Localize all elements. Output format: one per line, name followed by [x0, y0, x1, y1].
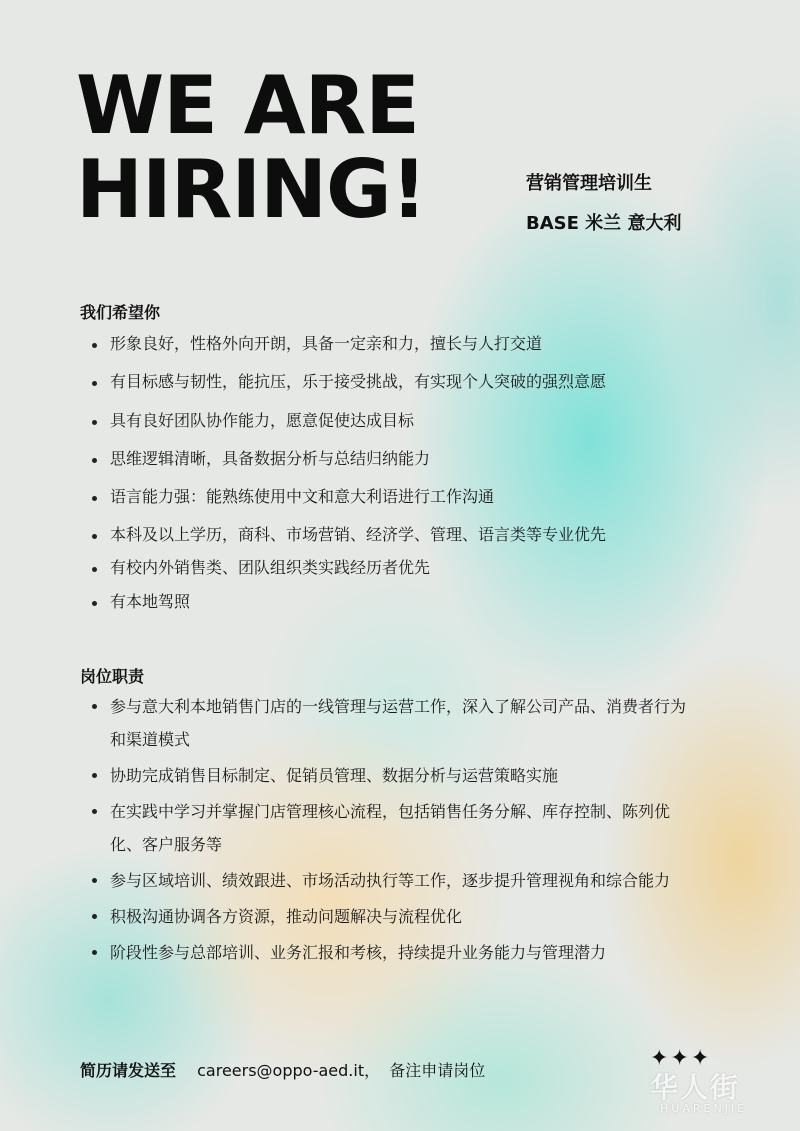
- list-item: 协助完成销售目标制定、促销员管理、数据分析与运营策略实施: [80, 759, 700, 792]
- list-item: 具有良好团队协作能力，愿意促使达成目标: [80, 406, 700, 436]
- requirements-list: [80, 329, 700, 626]
- headline-line-2: HIRING!: [76, 143, 427, 236]
- job-location: BASE 米兰 意大利: [526, 213, 682, 234]
- contact-label: 简历请发送至: [80, 1061, 177, 1080]
- job-info: [526, 164, 681, 244]
- list-item: 积极沟通协调各方资源，推动问题解决与流程优化: [80, 900, 700, 933]
- list-item: 参与区域培训、绩效跟进、市场活动执行等工作，逐步提升管理视角和综合能力: [80, 864, 700, 897]
- watermark-cn: 华人街: [650, 1071, 741, 1104]
- list-item: 在实践中学习并掌握门店管理核心流程，包括销售任务分解、库存控制、陈列优化、客户服务等: [80, 795, 700, 861]
- sparkle-stars-icon: ✦✦✦: [650, 1046, 712, 1071]
- list-item: 有本地驾照: [80, 587, 700, 617]
- contact-email[interactable]: careers@oppo-aed.it，: [197, 1061, 381, 1080]
- headline-line-1: WE ARE: [76, 59, 419, 152]
- list-item: 语言能力强：能熟练使用中文和意大利语进行工作沟通: [80, 482, 700, 512]
- list-item: 有校内外销售类、团队组织类实践经历者优先: [80, 553, 700, 583]
- duties-list: [80, 690, 700, 972]
- list-item: 有目标感与韧性，能抗压，乐于接受挑战，有实现个人突破的强烈意愿: [80, 367, 700, 397]
- list-item: 思维逻辑清晰，具备数据分析与总结归纳能力: [80, 444, 700, 474]
- resume-contact: [80, 1058, 485, 1081]
- duties-heading: 岗位职责: [80, 667, 145, 686]
- hiring-headline: [76, 59, 427, 236]
- list-item: 本科及以上学历，商科、市场营销、经济学、管理、语言类等专业优先: [80, 520, 700, 550]
- requirements-heading: 我们希望你: [80, 303, 161, 322]
- job-title: 营销管理培训生: [526, 173, 652, 194]
- watermark-logo: [650, 1066, 780, 1126]
- list-item: 参与意大利本地销售门店的一线管理与运营工作，深入了解公司产品、消费者行为和渠道模式: [80, 690, 700, 756]
- list-item: 形象良好，性格外向开朗，具备一定亲和力，擅长与人打交道: [80, 329, 700, 359]
- list-item: 阶段性参与总部培训、业务汇报和考核，持续提升业务能力与管理潜力: [80, 936, 700, 969]
- contact-note: 备注申请岗位: [389, 1061, 486, 1080]
- watermark-en: HUARENJIE: [660, 1102, 748, 1115]
